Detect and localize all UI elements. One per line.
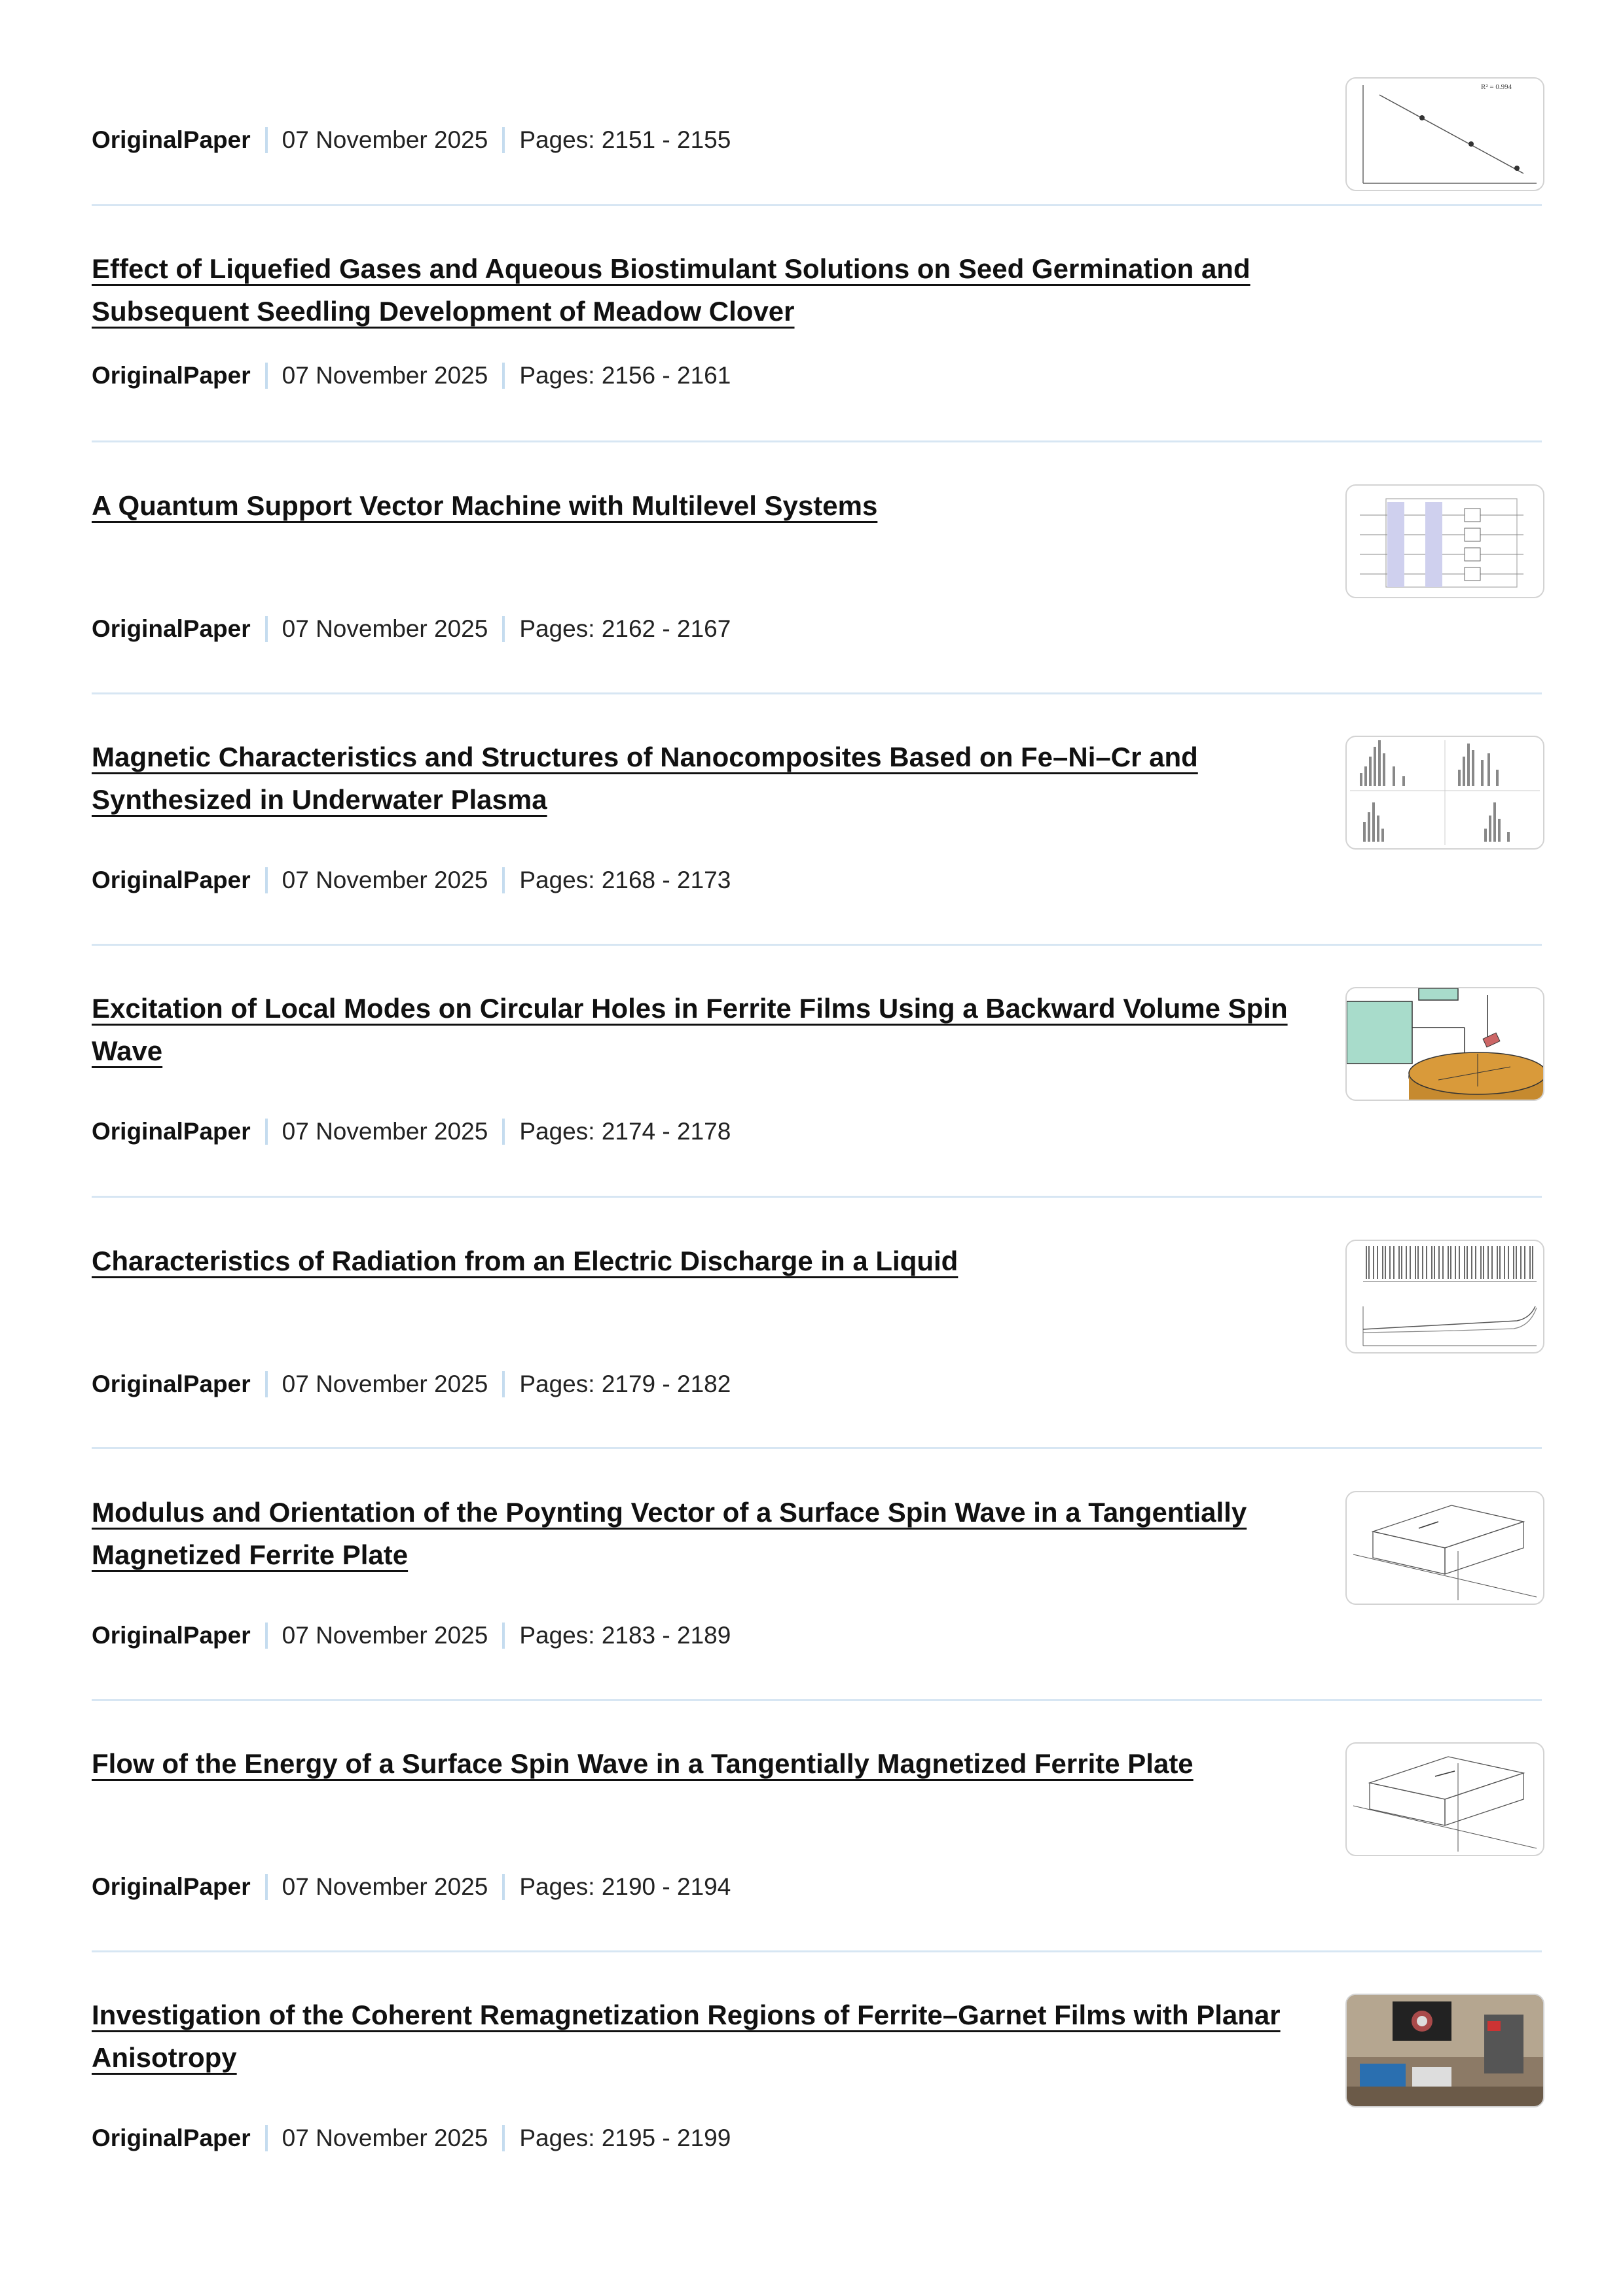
- article-type: OriginalPaper: [92, 2125, 251, 2151]
- meta-separator: [265, 127, 268, 153]
- article-meta: [92, 2125, 731, 2152]
- article-date: 07 November 2025: [282, 867, 488, 893]
- article-pages: Pages: 2183 - 2189: [519, 1622, 731, 1649]
- article-type: OriginalPaper: [92, 126, 251, 153]
- meta-separator: [265, 2125, 268, 2151]
- article-pages: Pages: 2195 - 2199: [519, 2125, 731, 2151]
- article-pages: Pages: 2168 - 2173: [519, 867, 731, 893]
- article-meta: [92, 126, 731, 154]
- spectrum-plot-thumbnail[interactable]: [1345, 1240, 1544, 1354]
- article-pages: Pages: 2151 - 2155: [519, 126, 731, 153]
- article-meta: [92, 1873, 731, 1901]
- article-date: 07 November 2025: [282, 1118, 488, 1145]
- article-date: 07 November 2025: [282, 362, 488, 389]
- article-date: 07 November 2025: [282, 1622, 488, 1649]
- article-type: OriginalPaper: [92, 867, 251, 893]
- article-title: [92, 247, 1296, 332]
- article-title-link[interactable]: Characteristics of Radiation from an Electric Discharge in a Liquid: [92, 1246, 958, 1276]
- article-title-link[interactable]: Flow of the Energy of a Surface Spin Wave in a Tangentially Magnetized Ferrite Plate: [92, 1748, 1194, 1779]
- article-date: 07 November 2025: [282, 1371, 488, 1397]
- divider: [92, 1950, 1542, 1952]
- article-title: [92, 987, 1296, 1072]
- circuit-diagram-thumbnail[interactable]: [1345, 484, 1544, 598]
- article-title-link[interactable]: A Quantum Support Vector Machine with Multilevel Systems: [92, 490, 878, 521]
- meta-separator: [502, 616, 505, 642]
- article-title: [92, 1742, 1296, 1785]
- meta-separator: [502, 1623, 505, 1649]
- article-title: [92, 736, 1296, 821]
- article-date: 07 November 2025: [282, 2125, 488, 2151]
- article-date: 07 November 2025: [282, 1873, 488, 1900]
- divider: [92, 1196, 1542, 1198]
- ferrite-plate-diagram-thumbnail[interactable]: [1345, 1742, 1544, 1856]
- article-meta: [92, 1118, 731, 1145]
- article-meta: [92, 867, 731, 894]
- divider: [92, 204, 1542, 206]
- meta-separator: [502, 867, 505, 893]
- article-type: OriginalPaper: [92, 615, 251, 642]
- ferrite-plate-diagram-thumbnail[interactable]: [1345, 1491, 1544, 1605]
- meta-separator: [265, 1623, 268, 1649]
- article-pages: Pages: 2162 - 2167: [519, 615, 731, 642]
- divider: [92, 692, 1542, 694]
- divider: [92, 1447, 1542, 1449]
- meta-separator: [265, 1874, 268, 1900]
- article-title-link[interactable]: Modulus and Orientation of the Poynting Vector of a Surface Spin Wave in a Tangentially Magnetized Ferrite Plate: [92, 1497, 1247, 1570]
- meta-separator: [502, 1874, 505, 1900]
- article-title: [92, 1491, 1296, 1576]
- meta-separator: [265, 363, 268, 389]
- article-pages: Pages: 2174 - 2178: [519, 1118, 731, 1145]
- scatter-plot-thumbnail[interactable]: [1345, 77, 1544, 191]
- meta-separator: [265, 1371, 268, 1397]
- article-title-link[interactable]: Investigation of the Coherent Remagnetization Regions of Ferrite–Garnet Films with Planar Anisotropy: [92, 2000, 1281, 2073]
- article-pages: Pages: 2156 - 2161: [519, 362, 731, 389]
- article-title-link[interactable]: Excitation of Local Modes on Circular Holes in Ferrite Films Using a Backward Volume Spin Wave: [92, 993, 1288, 1066]
- article-pages: Pages: 2179 - 2182: [519, 1371, 731, 1397]
- article-meta: [92, 615, 731, 643]
- meta-separator: [502, 363, 505, 389]
- article-type: OriginalPaper: [92, 362, 251, 389]
- meta-separator: [265, 1119, 268, 1145]
- meta-separator: [502, 127, 505, 153]
- article-type: OriginalPaper: [92, 1622, 251, 1649]
- article-title-link[interactable]: Magnetic Characteristics and Structures of Nanocomposites Based on Fe–Ni–Cr and Synthesized in Underwater Plasma: [92, 742, 1198, 815]
- article-title: [92, 484, 1296, 527]
- article-type: OriginalPaper: [92, 1371, 251, 1397]
- thumbnail-annotation: R² = 0.994: [1481, 83, 1512, 91]
- ferrite-disk-setup-thumbnail[interactable]: [1345, 987, 1544, 1101]
- article-title: [92, 1240, 1296, 1282]
- article-type: OriginalPaper: [92, 1118, 251, 1145]
- meta-separator: [502, 2125, 505, 2151]
- meta-separator: [502, 1119, 505, 1145]
- lab-photo-thumbnail[interactable]: [1345, 1994, 1544, 2108]
- article-pages: Pages: 2190 - 2194: [519, 1873, 731, 1900]
- divider: [92, 1699, 1542, 1701]
- article-meta: [92, 362, 731, 389]
- article-type: OriginalPaper: [92, 1873, 251, 1900]
- article-meta: [92, 1371, 731, 1398]
- divider: [92, 440, 1542, 442]
- meta-separator: [265, 867, 268, 893]
- histogram-grid-thumbnail[interactable]: [1345, 736, 1544, 850]
- article-meta: [92, 1622, 731, 1649]
- divider: [92, 944, 1542, 946]
- article-date: 07 November 2025: [282, 126, 488, 153]
- article-title: [92, 1994, 1296, 2079]
- meta-separator: [502, 1371, 505, 1397]
- article-date: 07 November 2025: [282, 615, 488, 642]
- meta-separator: [265, 616, 268, 642]
- article-title-link[interactable]: Effect of Liquefied Gases and Aqueous Biostimulant Solutions on Seed Germination and Subsequent Seedling Development of Meadow Clover: [92, 253, 1250, 327]
